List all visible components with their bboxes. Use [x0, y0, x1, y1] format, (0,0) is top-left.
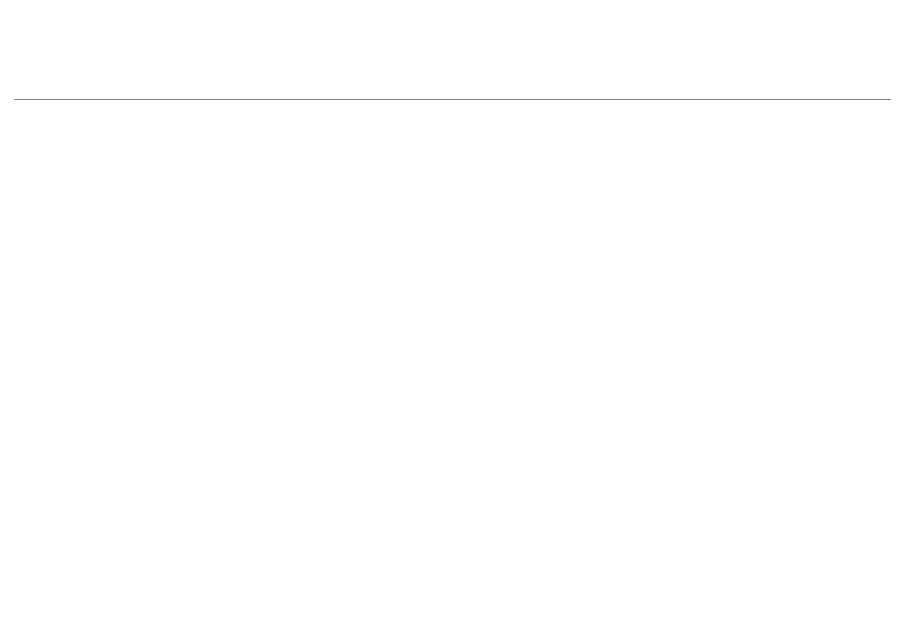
column-header [761, 58, 792, 100]
column-header [323, 58, 348, 100]
column-header [147, 58, 178, 100]
column-header [643, 58, 674, 100]
column-header [539, 58, 570, 100]
column-header [705, 58, 736, 100]
column-header [178, 58, 205, 100]
column-header [855, 58, 892, 100]
column-header [35, 58, 74, 100]
column-header [736, 58, 761, 100]
table-header [14, 58, 891, 100]
column-header [14, 58, 35, 100]
column-header [394, 58, 417, 100]
column-header [269, 58, 300, 100]
data-table [14, 58, 891, 100]
column-header [674, 58, 705, 100]
column-header [464, 58, 501, 100]
header-row [14, 58, 891, 100]
column-header [570, 58, 605, 100]
column-header [439, 58, 464, 100]
column-header [502, 58, 539, 100]
column-header [417, 58, 440, 100]
column-header [300, 58, 323, 100]
column-header [205, 58, 269, 100]
column-header [348, 58, 371, 100]
column-header [605, 58, 642, 100]
column-header [823, 58, 854, 100]
column-header [74, 58, 147, 100]
column-header [792, 58, 823, 100]
column-header [371, 58, 394, 100]
